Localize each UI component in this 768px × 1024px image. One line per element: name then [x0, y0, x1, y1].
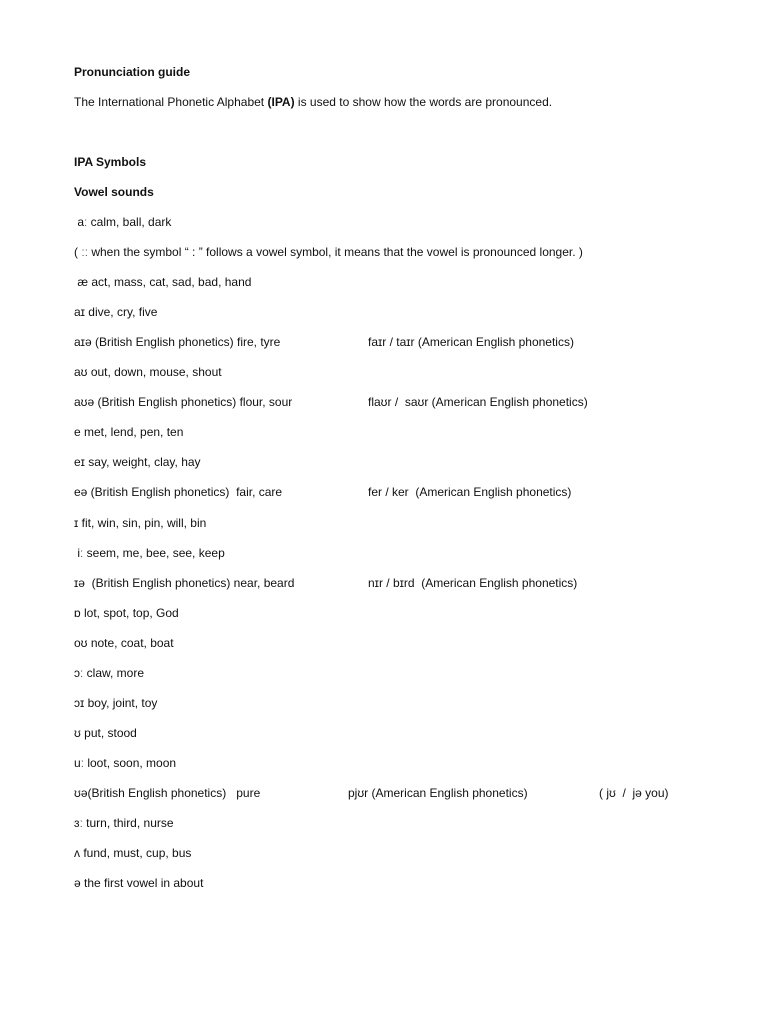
- phonetic-variant-note: ( jʊ / jə you): [599, 786, 669, 800]
- american-phonetics: flaʊr / saʊr (American English phonetics): [368, 395, 588, 409]
- subsection-heading: Vowel sounds: [74, 185, 154, 199]
- vowel-row: ə the first vowel in about: [74, 876, 204, 890]
- vowel-row: ʊə(British English phonetics) pure: [74, 786, 261, 800]
- american-phonetics: faɪr / taɪr (American English phonetics): [368, 335, 574, 349]
- vowel-row: ɜː turn, third, nurse: [74, 816, 174, 830]
- vowel-row: ɔː claw, more: [74, 666, 145, 680]
- vowel-row: eə (British English phonetics) fair, care: [74, 485, 283, 499]
- intro-text-after: is used to show how the words are pronounced.: [294, 95, 553, 109]
- intro-paragraph: [74, 95, 552, 109]
- american-phonetics: fer / ker (American English phonetics): [368, 485, 572, 499]
- american-phonetics: nɪr / bɪrd (American English phonetics): [368, 576, 578, 590]
- vowel-row: ʌ fund, must, cup, bus: [74, 846, 192, 860]
- vowel-row: ɪə (British English phonetics) near, beard: [74, 576, 295, 590]
- intro-text-before: The International Phonetic Alphabet: [74, 95, 268, 109]
- vowel-row: oʊ note, coat, boat: [74, 636, 174, 650]
- vowel-note: ( ːː when the symbol “ : ” follows a vowel symbol, it means that the vowel is pronounced longer. ): [74, 245, 583, 259]
- vowel-row: eɪ say, weight, clay, hay: [74, 455, 201, 469]
- vowel-row: aʊ out, down, mouse, shout: [74, 365, 222, 379]
- vowel-row: ɪ fit, win, sin, pin, will, bin: [74, 516, 207, 530]
- vowel-row: e met, lend, pen, ten: [74, 425, 184, 439]
- vowel-row: æ act, mass, cat, sad, bad, hand: [74, 275, 252, 289]
- page-title: Pronunciation guide: [74, 65, 190, 79]
- vowel-row: ɔɪ boy, joint, toy: [74, 696, 158, 710]
- vowel-row: uː loot, soon, moon: [74, 756, 177, 770]
- vowel-row: ʊ put, stood: [74, 726, 137, 740]
- vowel-row: ɒ lot, spot, top, God: [74, 606, 179, 620]
- vowel-row: aɪə (British English phonetics) fire, tyre: [74, 335, 281, 349]
- vowel-row: iː seem, me, bee, see, keep: [74, 546, 225, 560]
- american-phonetics: pjʊr (American English phonetics): [348, 786, 528, 800]
- vowel-row: aɪ dive, cry, five: [74, 305, 158, 319]
- vowel-row: aː calm, ball, dark: [74, 215, 172, 229]
- intro-ipa-abbr: (IPA): [267, 95, 295, 109]
- section-heading: IPA Symbols: [74, 155, 147, 169]
- vowel-row: aʊə (British English phonetics) flour, sour: [74, 395, 293, 409]
